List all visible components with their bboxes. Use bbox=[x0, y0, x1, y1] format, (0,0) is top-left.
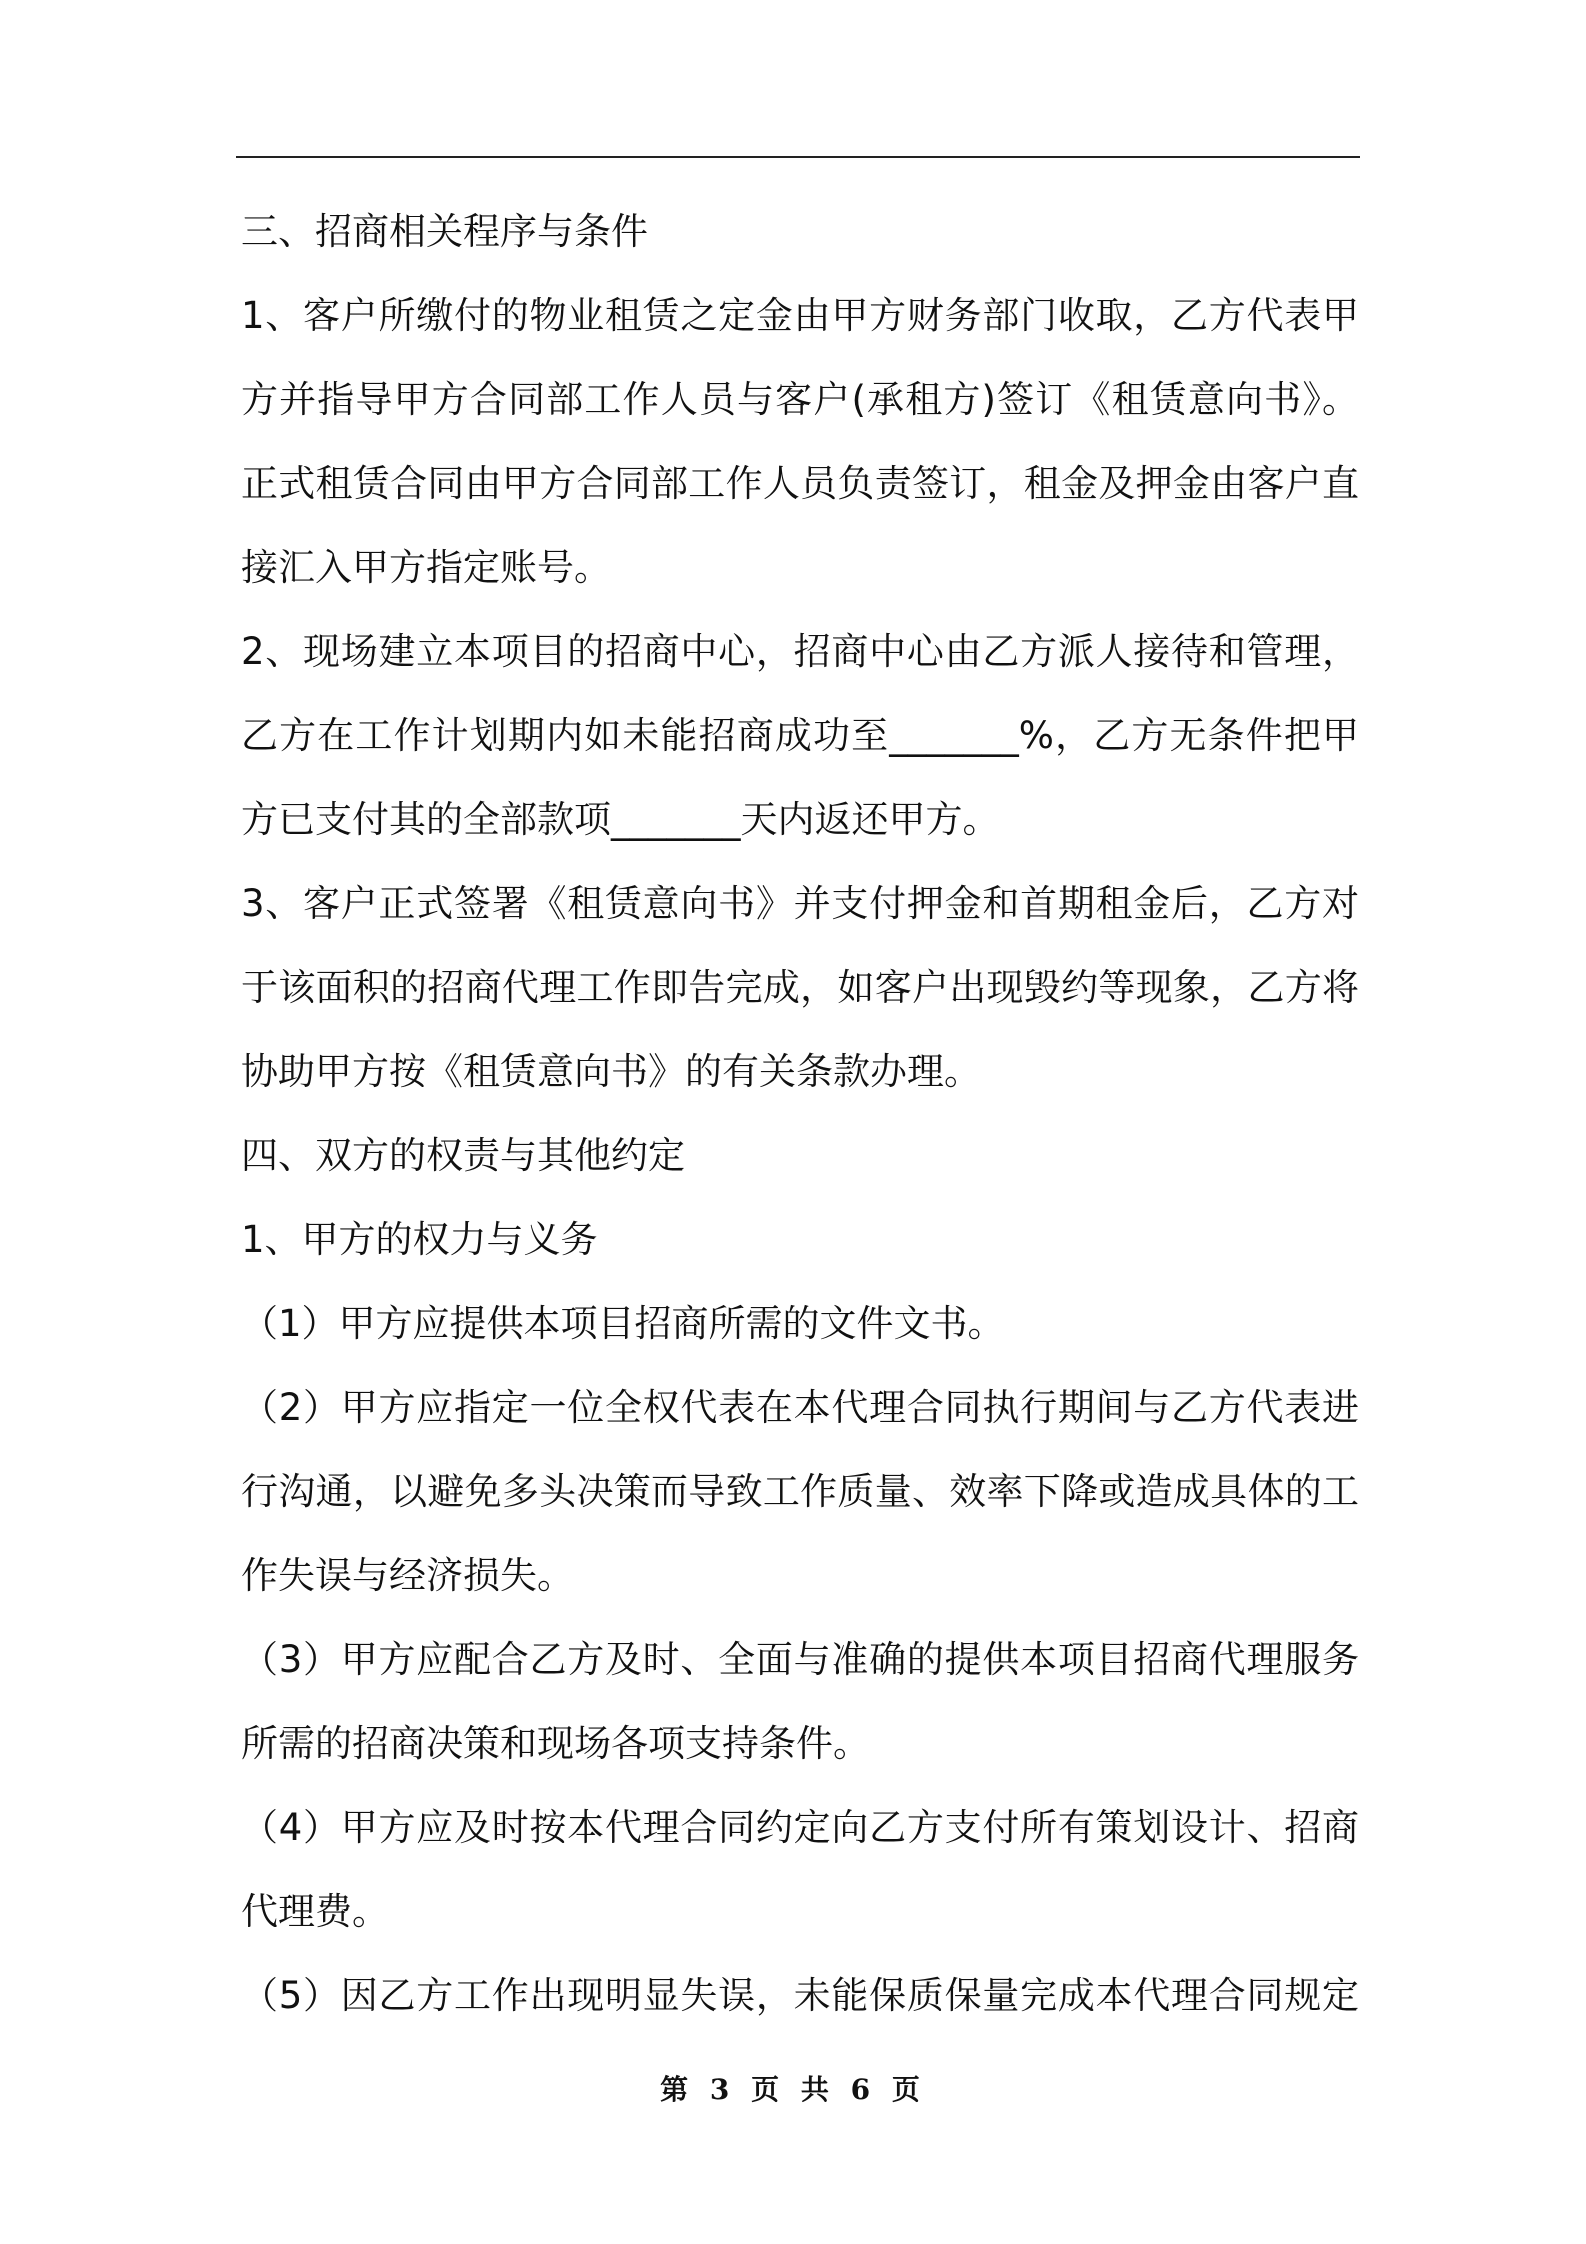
paragraph-line: 方并指导甲方合同部工作人员与客户(承租方)签订《租赁意向书》。 bbox=[241, 378, 1359, 421]
paragraph-line: （2）甲方应指定一位全权代表在本代理合同执行期间与乙方代表进 bbox=[241, 1386, 1359, 1429]
subsection-heading: 1、甲方的权力与义务 bbox=[241, 1218, 598, 1261]
paragraph-line: （4）甲方应及时按本代理合同约定向乙方支付所有策划设计、招商 bbox=[241, 1806, 1359, 1849]
section-heading-3: 三、招商相关程序与条件 bbox=[241, 210, 648, 253]
paragraph-line: 行沟通，以避免多头决策而导致工作质量、效率下降或造成具体的工 bbox=[241, 1470, 1359, 1513]
paragraph-line: 所需的招商决策和现场各项支持条件。 bbox=[241, 1722, 870, 1765]
paragraph-line: 正式租赁合同由甲方合同部工作人员负责签订，租金及押金由客户直 bbox=[241, 462, 1359, 505]
document-body bbox=[241, 190, 1359, 2038]
paragraph-line: 于该面积的招商代理工作即告完成，如客户出现毁约等现象，乙方将 bbox=[241, 966, 1359, 1009]
paragraph-line: （1）甲方应提供本项目招商所需的文件文书。 bbox=[241, 1302, 1005, 1345]
paragraph-line: 乙方在工作计划期内如未能招商成功至_______%，乙方无条件把甲 bbox=[241, 714, 1359, 757]
paragraph-line: （3）甲方应配合乙方及时、全面与准确的提供本项目招商代理服务 bbox=[241, 1638, 1359, 1681]
paragraph-line: 代理费。 bbox=[241, 1890, 389, 1933]
paragraph-line: （5）因乙方工作出现明显失误，未能保质保量完成本代理合同规定 bbox=[241, 1974, 1359, 2017]
paragraph-line: 2、现场建立本项目的招商中心，招商中心由乙方派人接待和管理， bbox=[241, 630, 1359, 673]
paragraph-line: 协助甲方按《租赁意向书》的有关条款办理。 bbox=[241, 1050, 981, 1093]
paragraph-line: 3、客户正式签署《租赁意向书》并支付押金和首期租金后，乙方对 bbox=[241, 882, 1359, 925]
page-number-footer: 第 3 页 共 6 页 bbox=[660, 2073, 926, 2106]
header-rule bbox=[236, 156, 1360, 158]
paragraph-line: 1、客户所缴付的物业租赁之定金由甲方财务部门收取，乙方代表甲 bbox=[241, 294, 1359, 337]
paragraph-line: 接汇入甲方指定账号。 bbox=[241, 546, 611, 589]
section-heading-4: 四、双方的权责与其他约定 bbox=[241, 1134, 685, 1177]
paragraph-line: 方已支付其的全部款项_______天内返还甲方。 bbox=[241, 798, 1000, 841]
paragraph-line: 作失误与经济损失。 bbox=[241, 1554, 574, 1597]
